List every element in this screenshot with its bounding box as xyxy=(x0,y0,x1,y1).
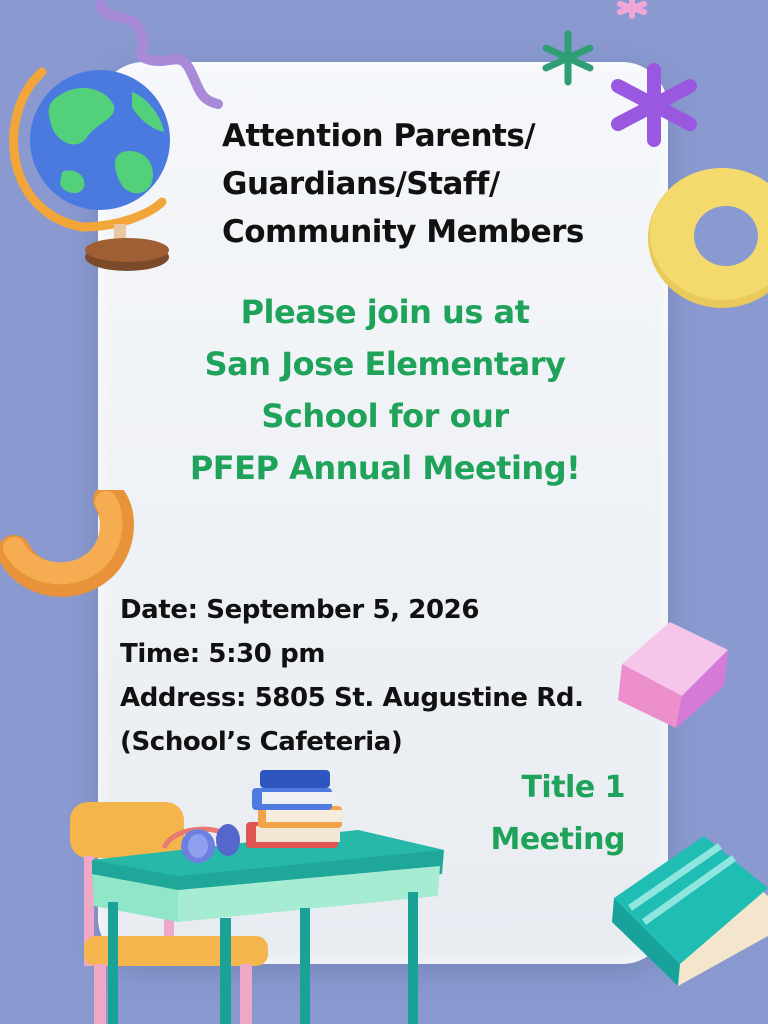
invitation-text xyxy=(100,286,670,494)
invite-line: San Jose Elementary xyxy=(204,345,566,383)
desk-icon xyxy=(88,826,448,1024)
event-time: Time: 5:30 pm xyxy=(120,639,326,669)
event-details xyxy=(120,588,650,764)
audience-heading xyxy=(222,112,642,256)
badge-line: Meeting xyxy=(490,822,625,857)
invite-line: PFEP Annual Meeting! xyxy=(189,449,581,487)
badge-line: Title 1 xyxy=(521,770,625,805)
title1-badge xyxy=(440,762,625,866)
star-icon xyxy=(538,28,598,88)
star-icon xyxy=(612,0,652,22)
headphones-icon xyxy=(154,818,246,866)
book-stack-icon xyxy=(244,766,346,854)
book-icon xyxy=(608,836,768,992)
heading-line: Attention Parents/ xyxy=(222,118,536,154)
heading-line: Guardians/Staff/ xyxy=(222,166,500,202)
invite-line: School for our xyxy=(261,397,509,435)
invite-line: Please join us at xyxy=(240,293,530,331)
event-date: Date: September 5, 2026 xyxy=(120,595,480,625)
event-address: Address: 5805 St. Augustine Rd. xyxy=(120,683,584,713)
event-location: (School’s Cafeteria) xyxy=(120,727,403,757)
globe-icon xyxy=(2,62,182,282)
macaroni-icon xyxy=(0,490,140,602)
heading-line: Community Members xyxy=(222,214,584,250)
